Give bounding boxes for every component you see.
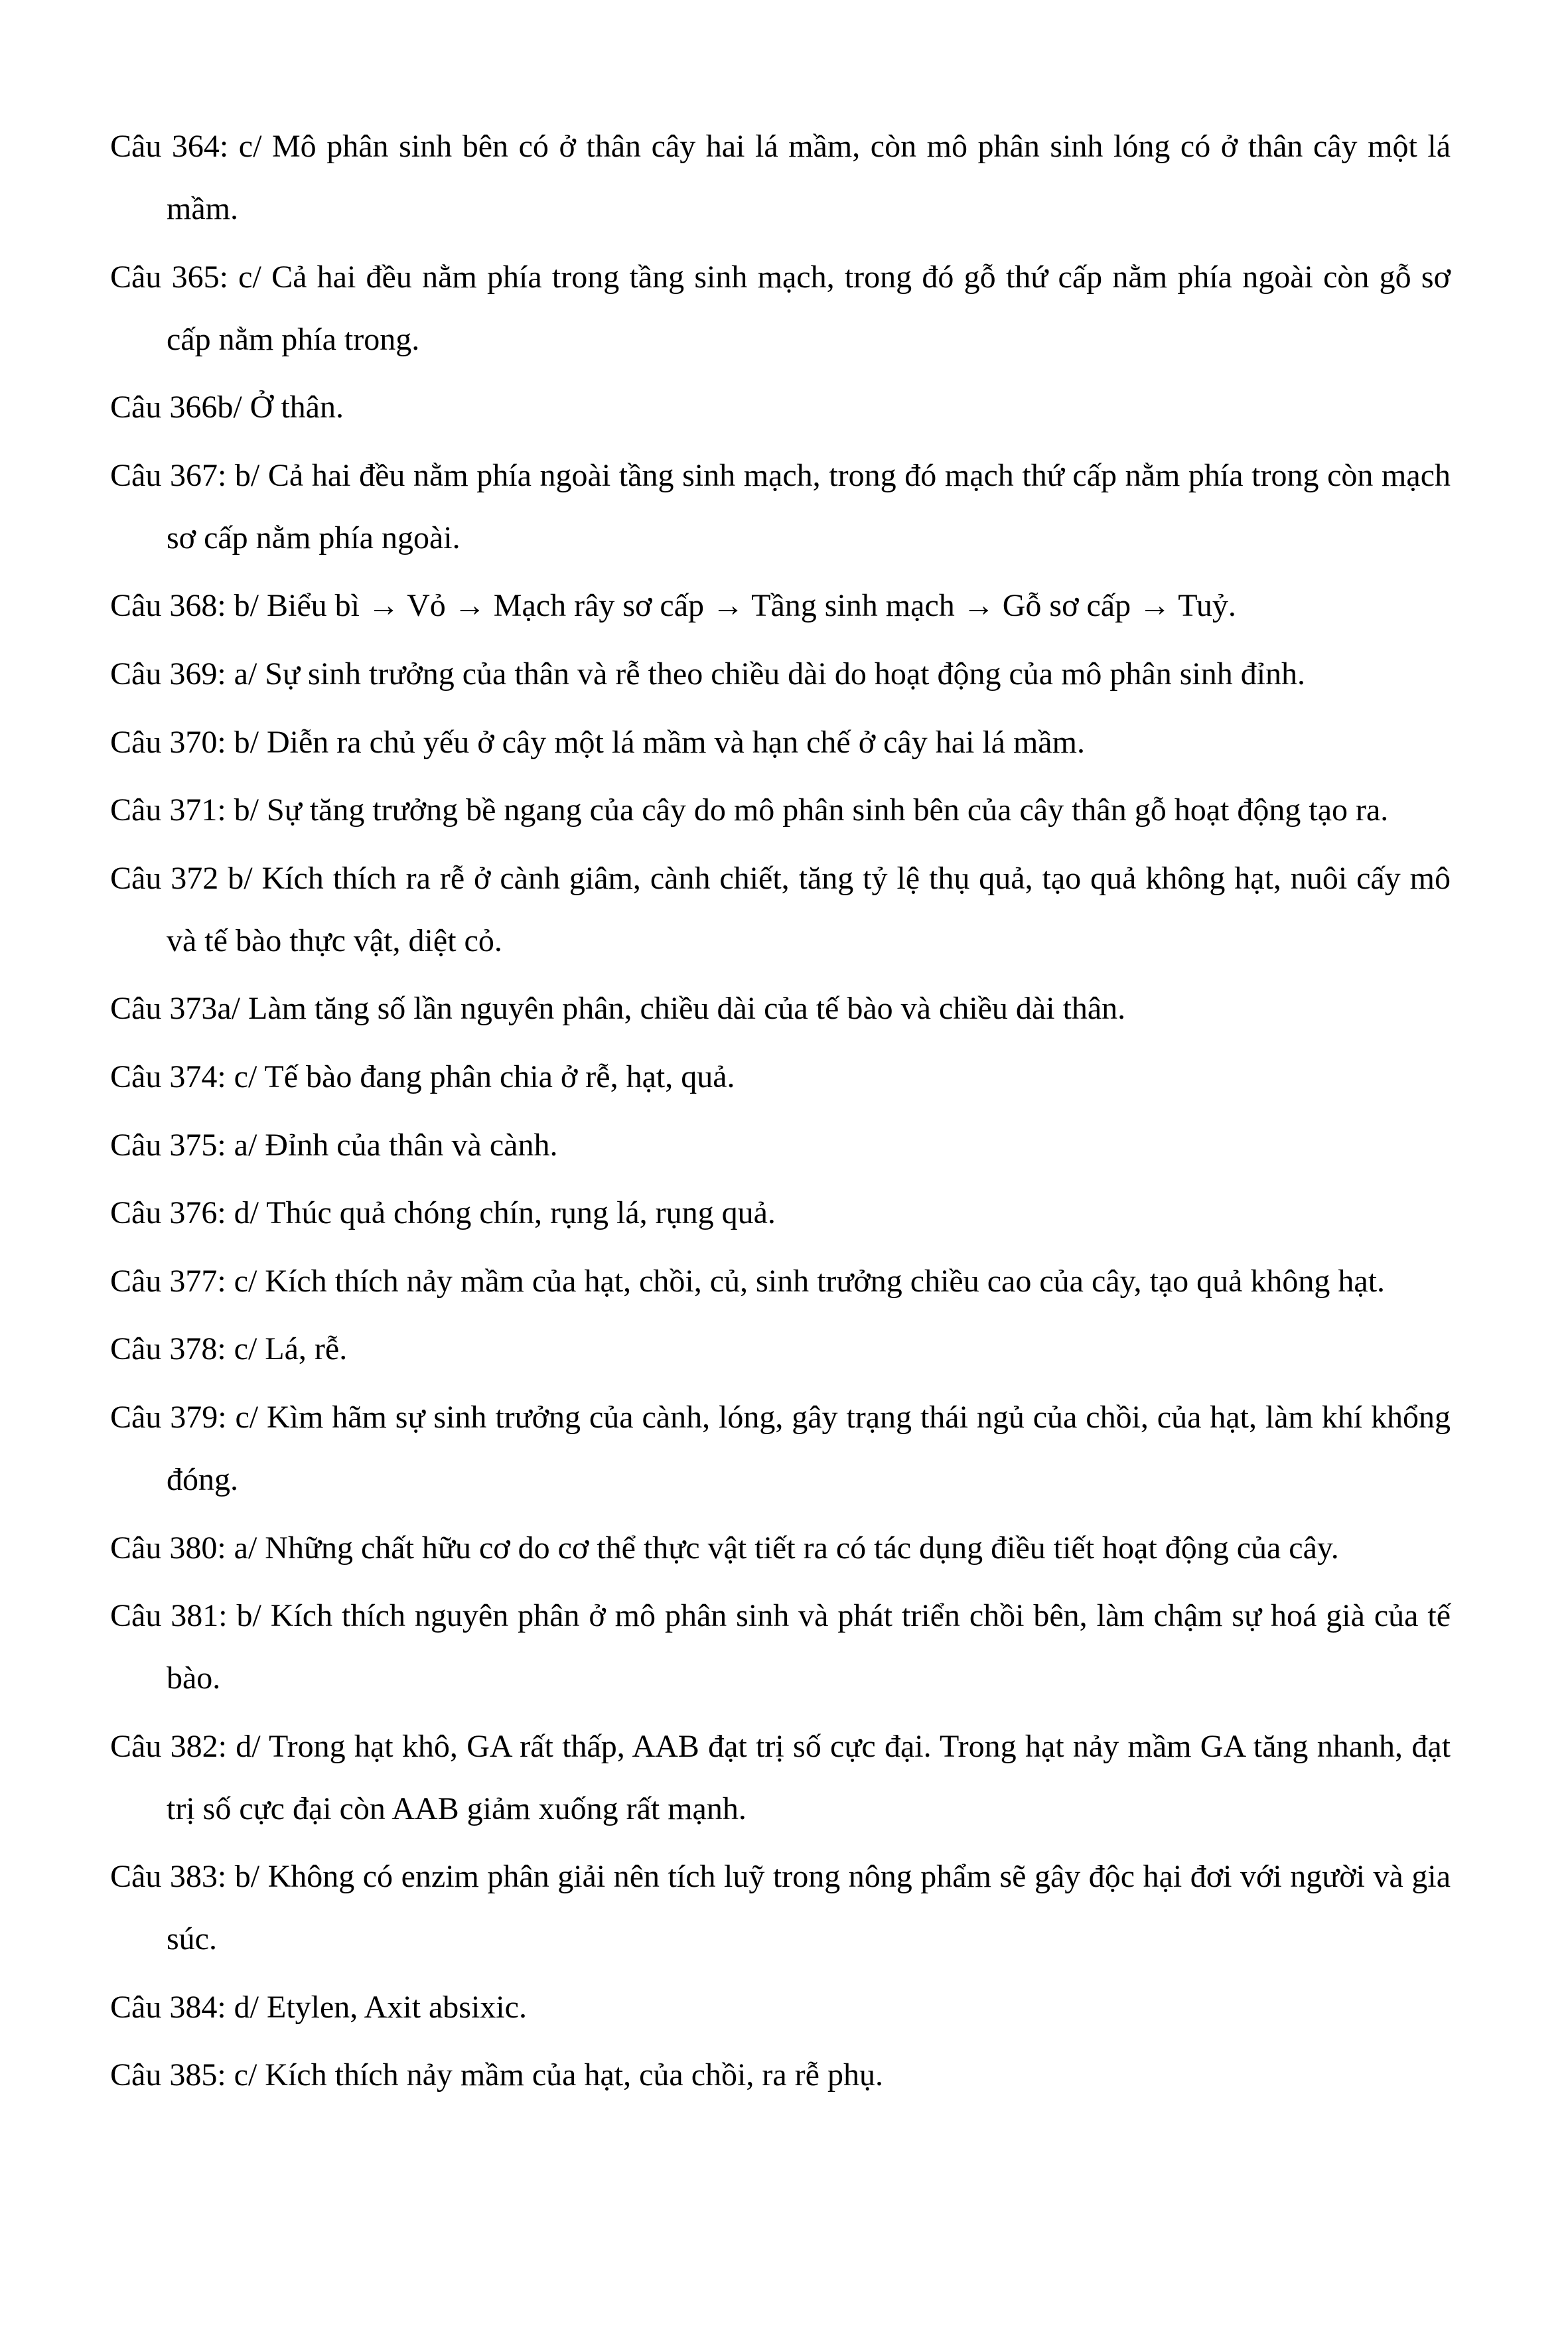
answer-375: Câu 375: a/ Đỉnh của thân và cành.	[110, 1127, 558, 1163]
answer-376: Câu 376: d/ Thúc quả chóng chín, rụng lá, rụng quả.	[110, 1195, 776, 1231]
answer-365: Câu 365: c/ Cả hai đều nằm phía trong tầng sinh mạch, trong đó gỗ thứ cấp nằm phía ngoài còn gỗ sơ cấp nằm phía trong.	[110, 259, 1451, 357]
answer-372: Câu 372 b/ Kích thích ra rễ ở cành giâm, cành chiết, tăng tỷ lệ thụ quả, tạo quả không hạt, nuôi cấy mô và tế bào thực vật, diệt cỏ.	[110, 860, 1451, 958]
answer-368: Câu 368: b/ Biểu bì → Vỏ → Mạch rây sơ cấp → Tầng sinh mạch → Gỗ sơ cấp → Tuỷ.	[110, 588, 1236, 624]
answer-373: Câu 373a/ Làm tăng số lần nguyên phân, chiều dài của tế bào và chiều dài thân.	[110, 991, 1126, 1027]
answer-366: Câu 366b/ Ở thân.	[110, 390, 344, 425]
answer-369: Câu 369: a/ Sự sinh trưởng của thân và rễ theo chiều dài do hoạt động của mô phân sinh đỉnh.	[110, 656, 1306, 692]
answer-384: Câu 384: d/ Etylen, Axit absixic.	[110, 1989, 527, 2025]
answer-364: Câu 364: c/ Mô phân sinh bên có ở thân cây hai lá mầm, còn mô phân sinh lóng có ở thân cây một lá mầm.	[110, 129, 1451, 226]
answer-key-page	[110, 115, 1451, 2112]
answer-379: Câu 379: c/ Kìm hãm sự sinh trưởng của cành, lóng, gây trạng thái ngủ của chồi, của hạt, làm khí khổng đóng.	[110, 1399, 1451, 1497]
answer-385: Câu 385: c/ Kích thích nảy mầm của hạt, của chồi, ra rễ phụ.	[110, 2057, 883, 2093]
answer-370: Câu 370: b/ Diễn ra chủ yếu ở cây một lá mầm và hạn chế ở cây hai lá mầm.	[110, 724, 1085, 760]
answer-367: Câu 367: b/ Cả hai đều nằm phía ngoài tầng sinh mạch, trong đó mạch thứ cấp nằm phía trong còn mạch sơ cấp nằm phía ngoài.	[110, 457, 1451, 555]
answer-377: Câu 377: c/ Kích thích nảy mầm của hạt, chồi, củ, sinh trưởng chiều cao của cây, tạo quả không hạt.	[110, 1263, 1386, 1299]
answer-378: Câu 378: c/ Lá, rễ.	[110, 1331, 348, 1367]
answer-374: Câu 374: c/ Tế bào đang phân chia ở rễ, hạt, quả.	[110, 1059, 735, 1094]
answer-382: Câu 382: d/ Trong hạt khô, GA rất thấp, AAB đạt trị số cực đại. Trong hạt nảy mầm GA tăng nhanh, đạt trị số cực đại còn AAB giảm xuống rất mạnh.	[110, 1728, 1451, 1826]
answer-380: Câu 380: a/ Những chất hữu cơ do cơ thể thực vật tiết ra có tác dụng điều tiết hoạt động của cây.	[110, 1530, 1339, 1566]
answer-383: Câu 383: b/ Không có enzim phân giải nên tích luỹ trong nông phẩm sẽ gây độc hại đơi với người và gia súc.	[110, 1859, 1451, 1957]
answer-381: Câu 381: b/ Kích thích nguyên phân ở mô phân sinh và phát triển chồi bên, làm chậm sự hoá già của tế bào.	[110, 1598, 1451, 1696]
answer-371: Câu 371: b/ Sự tăng trưởng bề ngang của cây do mô phân sinh bên của cây thân gỗ hoạt động tạo ra.	[110, 792, 1389, 828]
